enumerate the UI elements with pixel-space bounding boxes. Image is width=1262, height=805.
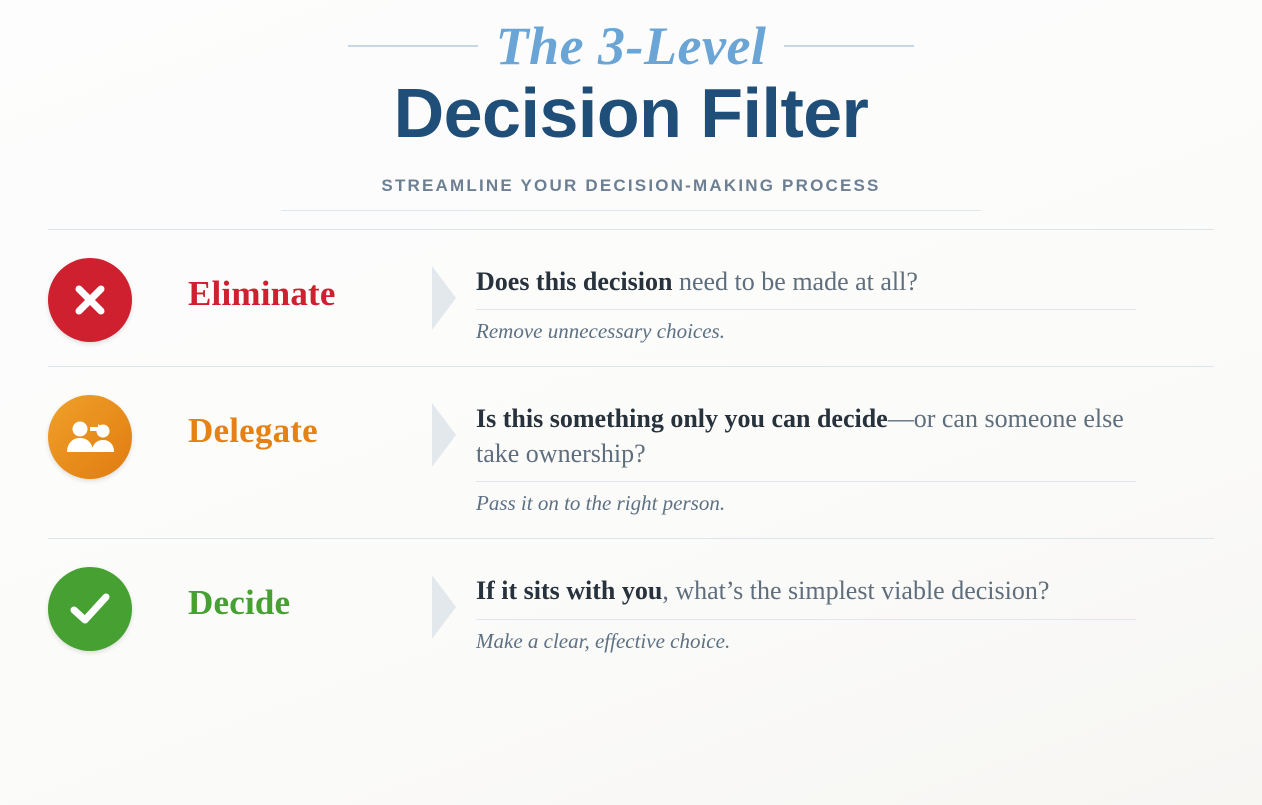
row-question-delegate (476, 401, 1166, 471)
row-icon-column (48, 393, 188, 479)
title-rule-left (348, 45, 478, 47)
row-label-delegate: Delegate (188, 411, 318, 451)
row-icon-column (48, 565, 188, 651)
question-rest: need to be made at all? (672, 267, 918, 297)
row-question-decide (476, 573, 1166, 608)
question-underline (476, 619, 1136, 620)
row-arrow-column (420, 256, 468, 330)
row-text-column (468, 256, 1214, 344)
row-caption-decide: Make a clear, effective choice. (476, 628, 731, 653)
chevron-right-icon (432, 575, 456, 639)
question-rest: , what’s the simplest viable decision? (662, 576, 1050, 606)
row-label-column (188, 256, 420, 314)
chevron-right-icon (432, 266, 456, 330)
question-rest: —or can someone else take ownership? (476, 404, 1124, 469)
row-label-decide: Decide (188, 583, 291, 623)
question-underline (476, 481, 1136, 482)
question-emphasis: If it sits with you (476, 576, 663, 606)
title-line-2: Decision Filter (393, 73, 869, 152)
x-circle-icon (48, 258, 132, 342)
row-arrow-column (420, 565, 468, 639)
row-text-column (468, 393, 1214, 516)
row-decide (0, 539, 1262, 675)
chevron-right-icon (432, 403, 456, 467)
row-label-column (188, 393, 420, 451)
row-arrow-column (420, 393, 468, 467)
row-question-eliminate (476, 264, 1166, 299)
people-delegate-icon (48, 395, 132, 479)
row-caption-eliminate: Remove unnecessary choices. (476, 319, 725, 344)
row-eliminate (0, 230, 1262, 366)
title-rule-right (784, 45, 914, 47)
header (0, 0, 1262, 211)
row-icon-column (48, 256, 188, 342)
title-line-1: The 3-Level (495, 16, 767, 76)
question-emphasis: Does this decision (476, 267, 673, 297)
title-top-row (0, 18, 1262, 75)
row-text-column (468, 565, 1214, 653)
row-caption-delegate: Pass it on to the right person. (476, 491, 726, 516)
subtitle-divider (281, 210, 981, 211)
subtitle: STREAMLINE YOUR DECISION-MAKING PROCESS (381, 176, 881, 196)
row-label-eliminate: Eliminate (188, 274, 336, 314)
question-underline (476, 309, 1136, 310)
row-label-column (188, 565, 420, 623)
check-circle-icon (48, 567, 132, 651)
rows-container (0, 229, 1262, 675)
question-emphasis: Is this something only you can decide (476, 404, 888, 434)
row-delegate (0, 367, 1262, 538)
